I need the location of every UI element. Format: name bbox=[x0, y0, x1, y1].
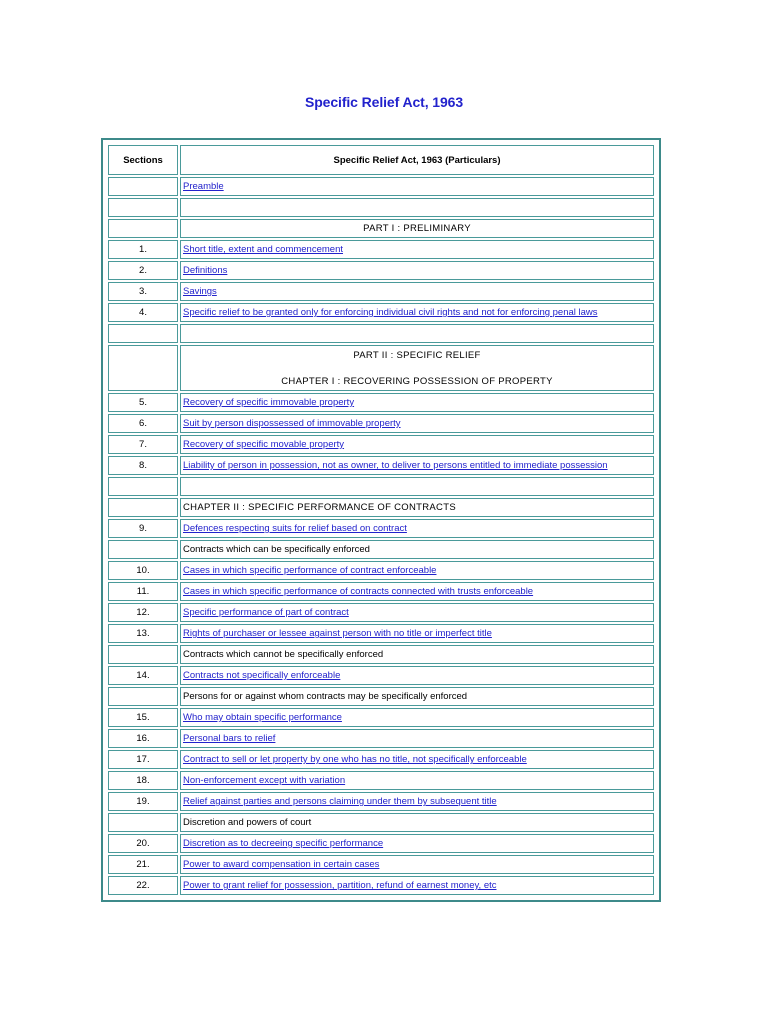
part-heading: PART II : SPECIFIC RELIEF bbox=[353, 350, 481, 361]
table-row bbox=[108, 282, 654, 301]
particulars-cell bbox=[180, 603, 654, 622]
particulars-cell bbox=[180, 456, 654, 475]
section-number: 13. bbox=[108, 624, 178, 643]
particulars-cell bbox=[180, 771, 654, 790]
section-number: 20. bbox=[108, 834, 178, 853]
empty-cell bbox=[108, 198, 178, 217]
section-number: 8. bbox=[108, 456, 178, 475]
section-link[interactable]: Savings bbox=[183, 286, 217, 297]
subheading-row bbox=[108, 540, 654, 559]
header-particulars: Specific Relief Act, 1963 (Particulars) bbox=[180, 145, 654, 175]
table-row bbox=[108, 261, 654, 280]
spacer-row bbox=[108, 324, 654, 343]
empty-cell bbox=[180, 477, 654, 496]
section-number: 21. bbox=[108, 855, 178, 874]
section-link[interactable]: Contracts not specifically enforceable bbox=[183, 670, 341, 681]
table-row bbox=[108, 792, 654, 811]
section-link[interactable]: Definitions bbox=[183, 265, 228, 276]
section-link[interactable]: Specific relief to be granted only for enforcing individual civil rights and not for enforcing penal laws bbox=[183, 307, 598, 318]
table-row bbox=[108, 456, 654, 475]
particulars-cell bbox=[180, 435, 654, 454]
part-heading: PART I : PRELIMINARY bbox=[180, 219, 654, 238]
subheading: Contracts which cannot be specifically enforced bbox=[180, 645, 654, 664]
section-number: 14. bbox=[108, 666, 178, 685]
empty-cell bbox=[108, 345, 178, 391]
table-row bbox=[108, 750, 654, 769]
section-number: 2. bbox=[108, 261, 178, 280]
particulars-cell bbox=[180, 177, 654, 196]
section-link[interactable]: Non-enforcement except with variation bbox=[183, 775, 346, 786]
table-row bbox=[108, 582, 654, 601]
particulars-cell bbox=[180, 729, 654, 748]
empty-cell bbox=[108, 498, 178, 517]
section-number: 1. bbox=[108, 240, 178, 259]
subheading-row bbox=[108, 687, 654, 706]
section-number: 7. bbox=[108, 435, 178, 454]
table-row bbox=[108, 240, 654, 259]
empty-cell bbox=[108, 813, 178, 832]
particulars-cell bbox=[180, 708, 654, 727]
spacer-row bbox=[108, 198, 654, 217]
section-link[interactable]: Specific performance of part of contract bbox=[183, 607, 349, 618]
particulars-cell bbox=[180, 834, 654, 853]
section-link[interactable]: Relief against parties and persons claiming under them by subsequent title bbox=[183, 796, 497, 807]
section-link[interactable]: Short title, extent and commencement bbox=[183, 244, 343, 255]
section-link[interactable]: Power to grant relief for possession, partition, refund of earnest money, etc bbox=[183, 880, 497, 891]
particulars-cell bbox=[180, 414, 654, 433]
table-row bbox=[108, 834, 654, 853]
section-link[interactable]: Contract to sell or let property by one who has no title, not specifically enforceable bbox=[183, 754, 527, 765]
particulars-cell bbox=[180, 582, 654, 601]
part-chapter-heading bbox=[180, 345, 654, 391]
section-link[interactable]: Personal bars to relief bbox=[183, 733, 276, 744]
subheading: Persons for or against whom contracts may be specifically enforced bbox=[180, 687, 654, 706]
table-row bbox=[108, 624, 654, 643]
section-number: 11. bbox=[108, 582, 178, 601]
section-number: 6. bbox=[108, 414, 178, 433]
empty-cell bbox=[108, 324, 178, 343]
section-link[interactable]: Who may obtain specific performance bbox=[183, 712, 342, 723]
table-row bbox=[108, 708, 654, 727]
particulars-cell bbox=[180, 855, 654, 874]
table-row bbox=[108, 771, 654, 790]
section-link[interactable]: Recovery of specific movable property bbox=[183, 439, 345, 450]
table-row bbox=[108, 666, 654, 685]
subheading: Discretion and powers of court bbox=[180, 813, 654, 832]
particulars-cell bbox=[180, 750, 654, 769]
table-row bbox=[108, 561, 654, 580]
particulars-cell bbox=[180, 876, 654, 895]
particulars-cell bbox=[180, 561, 654, 580]
table-row bbox=[108, 177, 654, 196]
particulars-cell bbox=[180, 393, 654, 412]
empty-cell bbox=[108, 645, 178, 664]
section-number: 5. bbox=[108, 393, 178, 412]
section-link[interactable]: Power to award compensation in certain cases bbox=[183, 859, 380, 870]
empty-cell bbox=[108, 177, 178, 196]
particulars-cell bbox=[180, 624, 654, 643]
chapter-heading-row bbox=[108, 498, 654, 517]
particulars-cell bbox=[180, 666, 654, 685]
empty-cell bbox=[108, 540, 178, 559]
page-title: Specific Relief Act, 1963 bbox=[304, 94, 464, 110]
section-number: 9. bbox=[108, 519, 178, 538]
section-link[interactable]: Discretion as to decreeing specific performance bbox=[183, 838, 384, 849]
table-row bbox=[108, 303, 654, 322]
particulars-cell bbox=[180, 792, 654, 811]
part-heading-row bbox=[108, 219, 654, 238]
section-link[interactable]: Suit by person dispossessed of immovable property bbox=[183, 418, 401, 429]
section-number: 12. bbox=[108, 603, 178, 622]
section-number: 18. bbox=[108, 771, 178, 790]
particulars-cell bbox=[180, 240, 654, 259]
table-header-row bbox=[108, 145, 654, 175]
empty-cell bbox=[108, 219, 178, 238]
particulars-cell bbox=[180, 303, 654, 322]
table-row bbox=[108, 876, 654, 895]
section-number: 10. bbox=[108, 561, 178, 580]
empty-cell bbox=[108, 477, 178, 496]
part-heading-row bbox=[108, 345, 654, 391]
chapter-heading: CHAPTER II : SPECIFIC PERFORMANCE OF CONTRACTS bbox=[180, 498, 654, 517]
table-row bbox=[108, 393, 654, 412]
section-number: 4. bbox=[108, 303, 178, 322]
particulars-cell bbox=[180, 261, 654, 280]
empty-cell bbox=[180, 198, 654, 217]
particulars-cell bbox=[180, 282, 654, 301]
table-row bbox=[108, 855, 654, 874]
section-link[interactable]: Recovery of specific immovable property bbox=[183, 397, 355, 408]
section-number: 17. bbox=[108, 750, 178, 769]
section-number: 15. bbox=[108, 708, 178, 727]
sections-table bbox=[106, 143, 656, 897]
empty-cell bbox=[108, 687, 178, 706]
table-row bbox=[108, 519, 654, 538]
sections-table-frame bbox=[101, 138, 661, 902]
section-number: 3. bbox=[108, 282, 178, 301]
header-sections: Sections bbox=[108, 145, 178, 175]
section-link[interactable]: Cases in which specific performance of contracts connected with trusts enforceable bbox=[183, 586, 534, 597]
section-number: 22. bbox=[108, 876, 178, 895]
spacer-row bbox=[108, 477, 654, 496]
section-number: 16. bbox=[108, 729, 178, 748]
chapter-heading: CHAPTER I : RECOVERING POSSESSION OF PROPERTY bbox=[281, 376, 553, 387]
table-row bbox=[108, 729, 654, 748]
section-link[interactable]: Rights of purchaser or lessee against person with no title or imperfect title bbox=[183, 628, 492, 639]
subheading-row bbox=[108, 645, 654, 664]
subheading-row bbox=[108, 813, 654, 832]
subheading: Contracts which can be specifically enforced bbox=[180, 540, 654, 559]
table-row bbox=[108, 435, 654, 454]
section-link[interactable]: Cases in which specific performance of contract enforceable bbox=[183, 565, 437, 576]
table-row bbox=[108, 603, 654, 622]
section-link[interactable]: Defences respecting suits for relief based on contract bbox=[183, 523, 407, 534]
section-number: 19. bbox=[108, 792, 178, 811]
preamble-link[interactable]: Preamble bbox=[183, 181, 224, 192]
empty-cell bbox=[180, 324, 654, 343]
section-link[interactable]: Liability of person in possession, not as owner, to deliver to persons entitled to immediate possession bbox=[183, 460, 608, 471]
table-row bbox=[108, 414, 654, 433]
particulars-cell bbox=[180, 519, 654, 538]
